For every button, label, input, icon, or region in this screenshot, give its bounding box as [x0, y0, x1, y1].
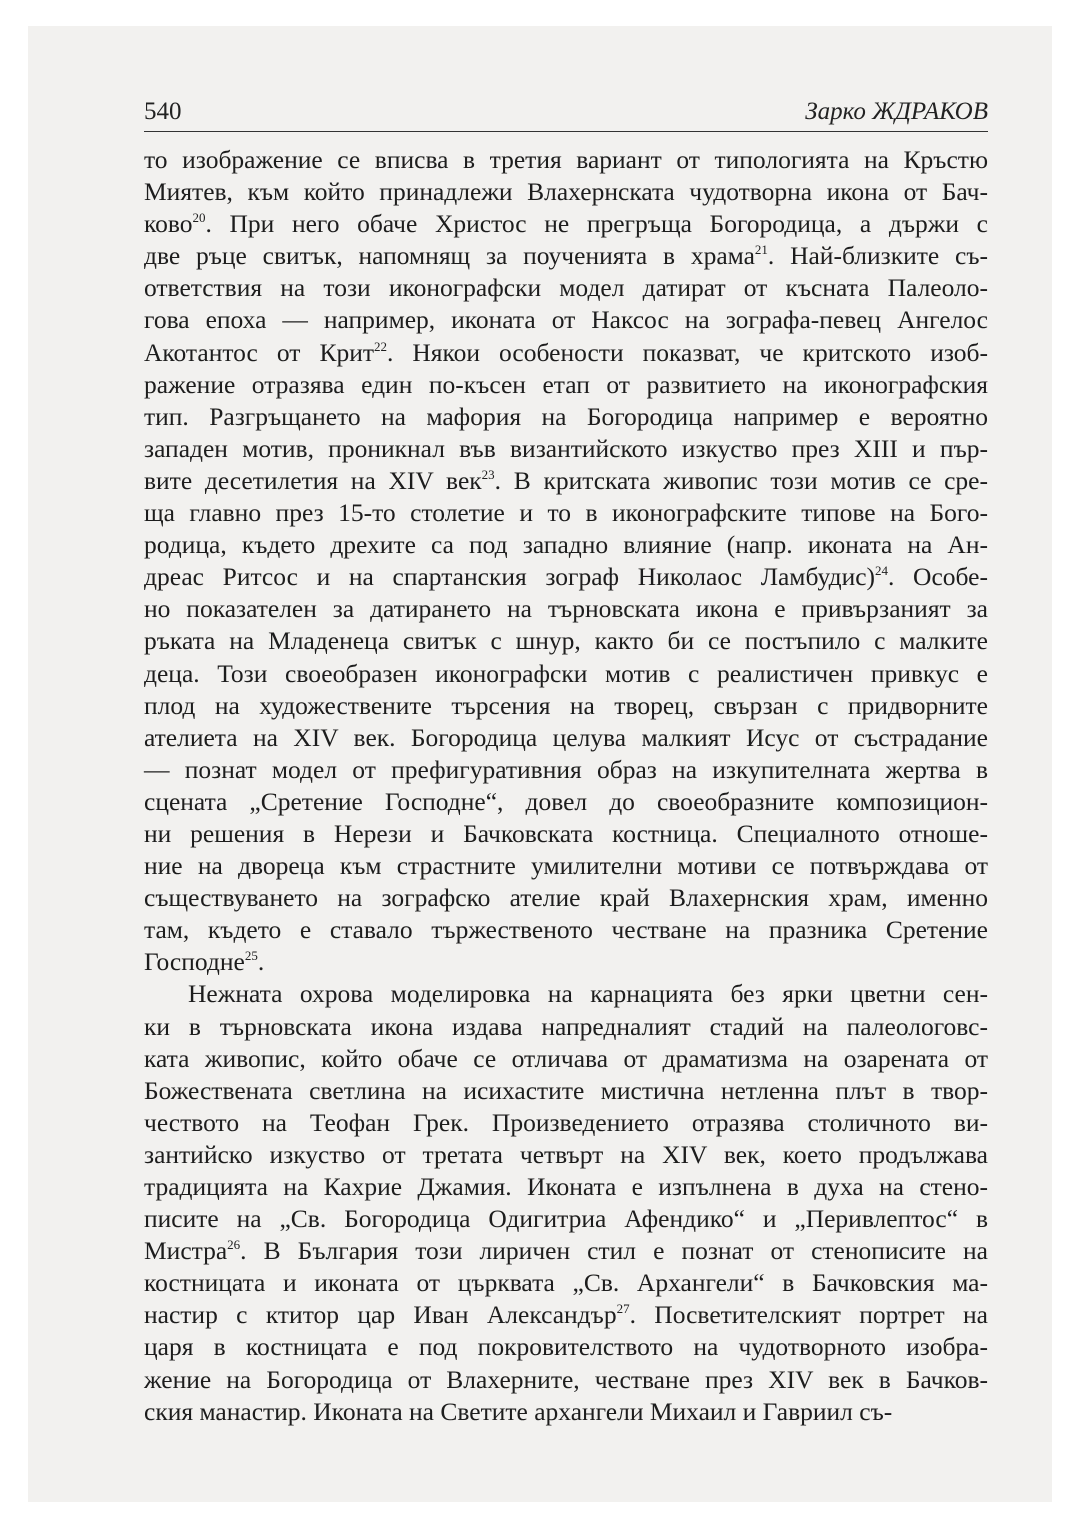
text-line: чеството на Теофан Грек. Произведението отразява столичното ви- — [144, 1107, 988, 1137]
header-rule — [144, 131, 988, 132]
text-line: родица, където дрехите са под западно влияние (напр. иконата на Ан- — [144, 530, 988, 560]
running-author: Зарко ЖДРАКОВ — [805, 98, 988, 125]
text-line: западен мотив, проникнал във византийското изкуство през XIII и пър- — [144, 433, 988, 463]
text-line: Господне$^{25}$. — [144, 947, 265, 977]
footnote-ref: 24 — [875, 563, 889, 579]
text-line: костницата и иконата от църквата „Св. Архангели“ в Бачковския ма- — [144, 1268, 988, 1298]
text-line: зантийско изкуство от третата четвърт на XIV век, което продължава — [144, 1139, 988, 1169]
text-line: Миятев, към който принадлежи Влахернската чудотворна икона от Бач- — [144, 177, 988, 207]
body-text — [144, 144, 988, 1428]
footnote-ref: 26 — [227, 1237, 241, 1253]
footnote-ref: 21 — [754, 242, 768, 258]
text-line: Нежната охрова моделировка на карнацията без ярки цветни сен- — [188, 979, 988, 1009]
text-line: ки в търновската икона издава напредналият стадий на палеологовс- — [144, 1011, 988, 1041]
text-line: вите десетилетия на XIV век$^{23}$. В критската живопис този мотив се сре- — [144, 465, 988, 495]
text-line: царя в костницата е под покровителството на чудотворното изобра- — [144, 1332, 988, 1362]
footnote-ref: 20 — [192, 210, 206, 226]
text-line: ние на двореца към страстните умилителни мотиви се потвърждава от — [144, 851, 988, 881]
page-number: 540 — [144, 98, 182, 125]
text-line: ръката на Младенеца свитък с шнур, както би се постъпило с малките — [144, 626, 988, 656]
text-line: — познат модел от префигуративния образ на изкупителната жертва в — [144, 754, 988, 784]
text-line: писите на „Св. Богородица Одигитриа Афендико“ и „Перивлептос“ в — [144, 1204, 988, 1234]
text-line: тип. Разгръщането на мафория на Богородица например е вероятно — [144, 401, 988, 431]
text-line: ково$^{20}$. При него обаче Христос не прегръща Богородица, а държи с — [144, 209, 988, 239]
text-line: Божествената светлина на исихастите мистична нетленна плът в твор- — [144, 1075, 988, 1105]
text-line: деца. Този своеобразен иконографски мотив с реалистичен привкус е — [144, 658, 988, 688]
text-line: ката живопис, който обаче се отличава от драматизма на озарената от — [144, 1043, 988, 1073]
footnote-ref: 25 — [244, 948, 258, 964]
text-line: Акотантос от Крит$^{22}$. Някои особености показват, че критското изоб- — [144, 337, 988, 367]
footnote-ref: 22 — [374, 338, 387, 354]
text-line: ателиета на XIV век. Богородица целува малкият Исус от състрадание — [144, 722, 988, 752]
text-line: там, където е ставало тържественото честване на празника Сретение — [144, 915, 988, 945]
text-line: сцената „Сретение Господне“, довел до своеобразните композицион- — [144, 786, 988, 816]
text-line: традицията на Кахрие Джамия. Иконата е изпълнена в духа на стено- — [144, 1172, 988, 1201]
text-line: ражение отразява един по-късен етап от развитието на иконографския — [144, 369, 988, 399]
text-line: ския манастир. Иконата на Светите архангели Михаил и Гавриил съ- — [144, 1396, 893, 1426]
text-line: настир с ктитор цар Иван Александър$^{27}$. Посветителският портрет на — [144, 1300, 988, 1330]
footnote-ref: 23 — [481, 466, 495, 482]
text-line: съществуването на зографско ателие край Влахернския храм, именно — [144, 883, 988, 913]
text-line: но показателен за датирането на търновската икона е привързаният за — [144, 594, 988, 624]
text-line: ща главно през 15-то столетие и то в иконографските типове на Бого- — [144, 498, 988, 528]
text-line: плод на художествените търсения на творец, свързан с придворните — [144, 690, 988, 720]
footnote-ref: 27 — [616, 1301, 630, 1317]
text-line: то изображение се вписва в третия вариант от типологията на Кръстю — [144, 145, 988, 174]
text-line: ответствия на този иконографски модел датират от късната Палеоло- — [144, 273, 988, 303]
text-line: Мистра$^{26}$. В България този лиричен стил е познат от стенописите на — [144, 1236, 988, 1266]
text-line: гова епоха — например, иконата от Наксос на зографа-певец Ангелос — [144, 305, 988, 335]
text-line: ни решения в Нерези и Бачковската костница. Специалното отноше- — [144, 818, 988, 848]
text-line: две ръце свитък, напомнящ за поученията в храма$^{21}$. Най-близките съ- — [144, 241, 988, 271]
book-page — [28, 26, 1052, 1502]
text-line: дреас Ритсос и на спартанския зограф Николаос Ламбудис)$^{24}$. Особе- — [144, 562, 988, 592]
running-header — [144, 92, 988, 132]
text-line: жение на Богородица от Влахерните, честване през XIV век в Бачков- — [144, 1364, 988, 1394]
